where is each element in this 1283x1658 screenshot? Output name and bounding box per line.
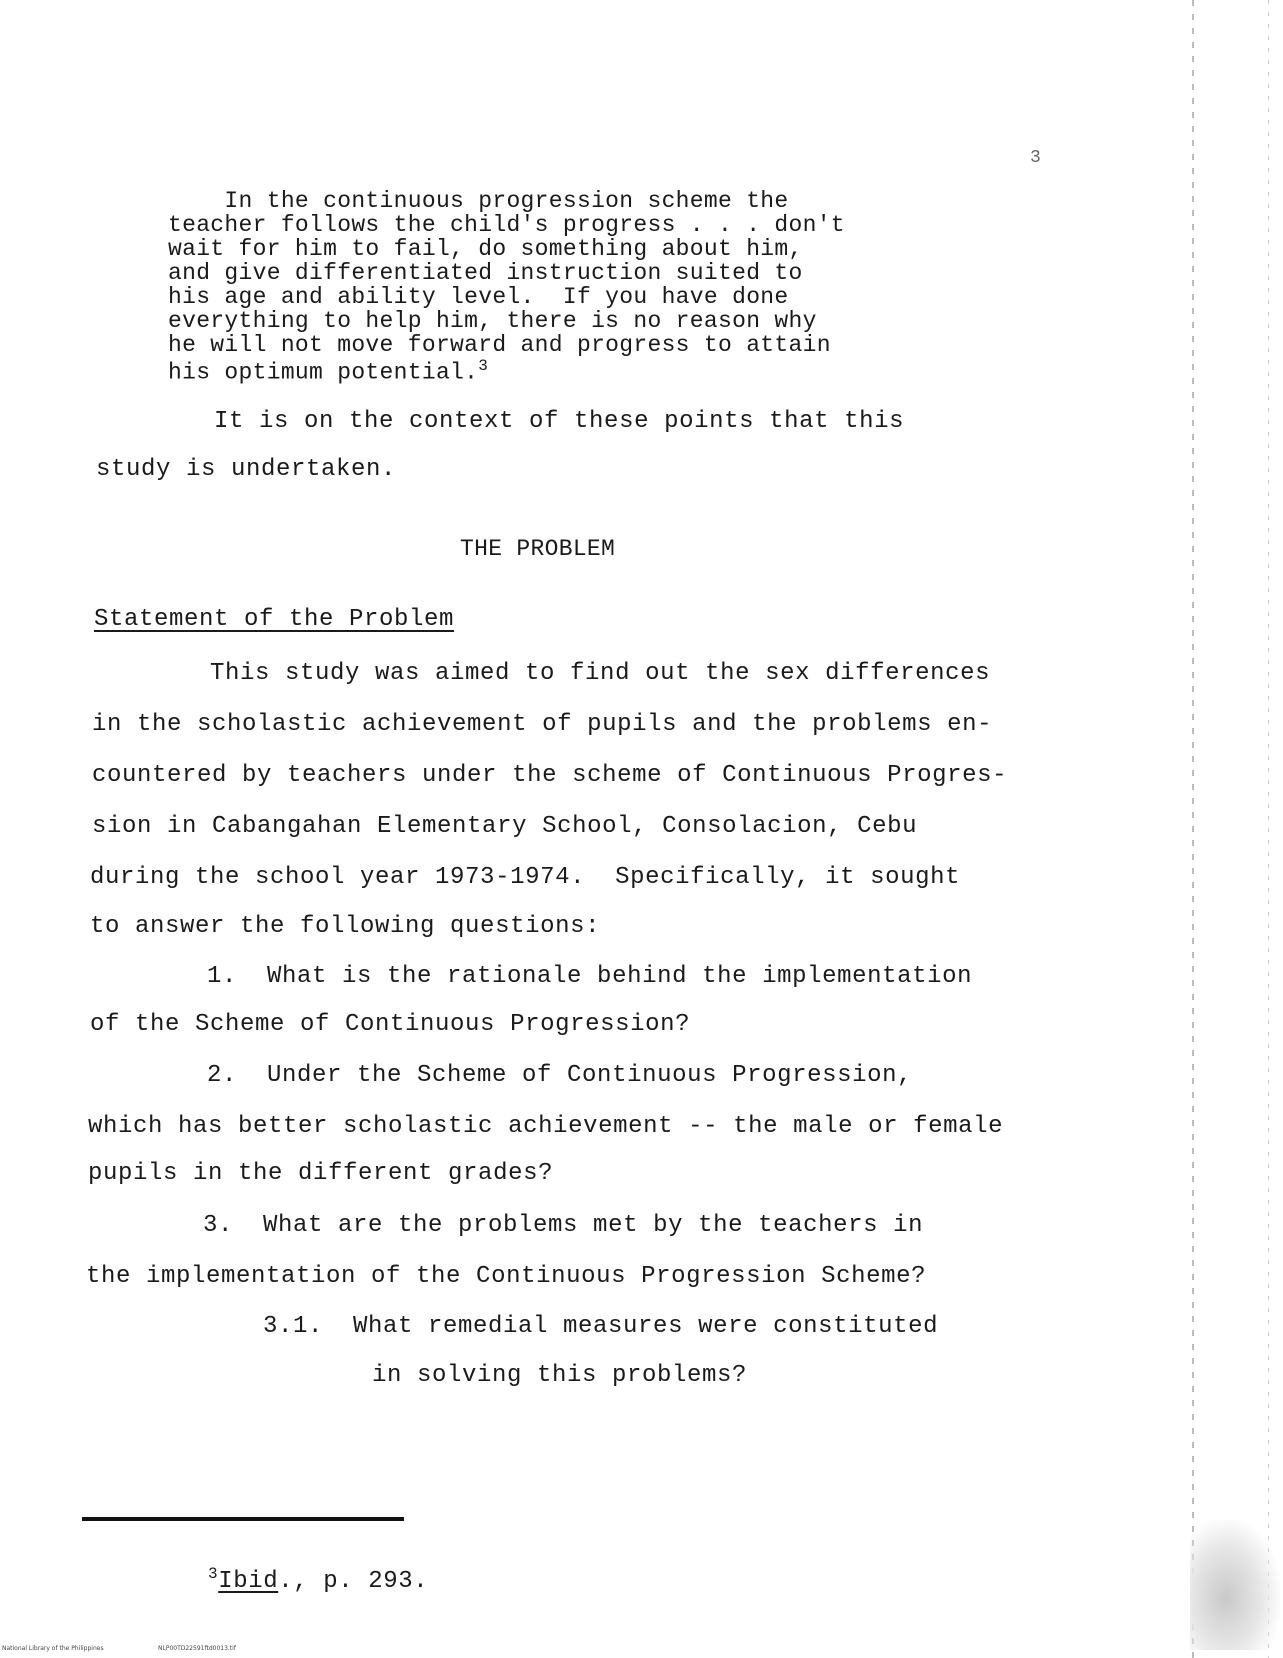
block-quote-line-8 <box>168 358 488 385</box>
statement-line-6: to answer the following questions: <box>90 913 601 940</box>
statement-line-3: countered by teachers under the scheme of Continuous Progres- <box>92 762 1008 789</box>
quote-last-text: his optimum potential. <box>168 359 479 386</box>
block-quote-line-6: everything to help him, there is no reason why <box>168 308 817 334</box>
question-1-line-1: 1. What is the rationale behind the implementation <box>207 963 973 990</box>
library-credit: National Library of the Philippines <box>2 1645 104 1652</box>
footnote <box>208 1565 428 1595</box>
question-2-line-1: 2. Under the Scheme of Continuous Progression, <box>207 1062 913 1089</box>
question-1-line-2: of the Scheme of Continuous Progression? <box>90 1011 691 1038</box>
scan-smudge <box>1190 1520 1280 1650</box>
question-3-1-line-1: 3.1. What remedial measures were constituted <box>263 1313 939 1340</box>
statement-line-2: in the scholastic achievement of pupils and the problems en- <box>92 711 993 738</box>
page-number: 3 <box>1030 148 1041 168</box>
question-3-1-line-2: in solving this problems? <box>372 1362 748 1389</box>
block-quote-line-3: wait for him to fail, do something about him, <box>168 236 803 262</box>
footnote-ref: ., p. 293. <box>278 1568 429 1595</box>
block-quote-line-1: In the continuous progression scheme the <box>168 188 789 214</box>
subsection-heading: Statement of the Problem <box>94 606 455 633</box>
question-2-line-2: which has better scholastic achievement -- the male or female <box>88 1113 1004 1140</box>
scan-edge-line-2 <box>1268 0 1269 1658</box>
statement-line-1: This study was aimed to find out the sex differences <box>210 660 991 687</box>
block-quote-line-7: he will not move forward and progress to attain <box>168 332 831 358</box>
question-2-line-3: pupils in the different grades? <box>88 1160 554 1187</box>
footnote-ibid: Ibid <box>218 1568 279 1595</box>
scan-edge-line <box>1192 0 1194 1658</box>
footnote-rule <box>82 1517 404 1521</box>
context-line-1: It is on the context of these points that this <box>214 408 905 435</box>
quote-footnote-mark: 3 <box>478 357 489 375</box>
file-name: NLP00TD22591ftd0013.tif <box>158 1645 236 1652</box>
block-quote-line-5: his age and ability level. If you have done <box>168 284 789 310</box>
context-line-2: study is undertaken. <box>96 456 397 483</box>
statement-line-5: during the school year 1973-1974. Specifically, it sought <box>90 864 961 891</box>
block-quote-line-2: teacher follows the child's progress . . . don't <box>168 212 845 238</box>
question-3-line-2: the implementation of the Continuous Progression Scheme? <box>86 1263 927 1290</box>
section-heading: THE PROBLEM <box>460 536 616 562</box>
statement-line-4: sion in Cabangahan Elementary School, Consolacion, Cebu <box>92 813 918 840</box>
question-3-line-1: 3. What are the problems met by the teachers in <box>203 1212 924 1239</box>
footnote-mark: 3 <box>208 1565 219 1583</box>
block-quote-line-4: and give differentiated instruction suited to <box>168 260 803 286</box>
